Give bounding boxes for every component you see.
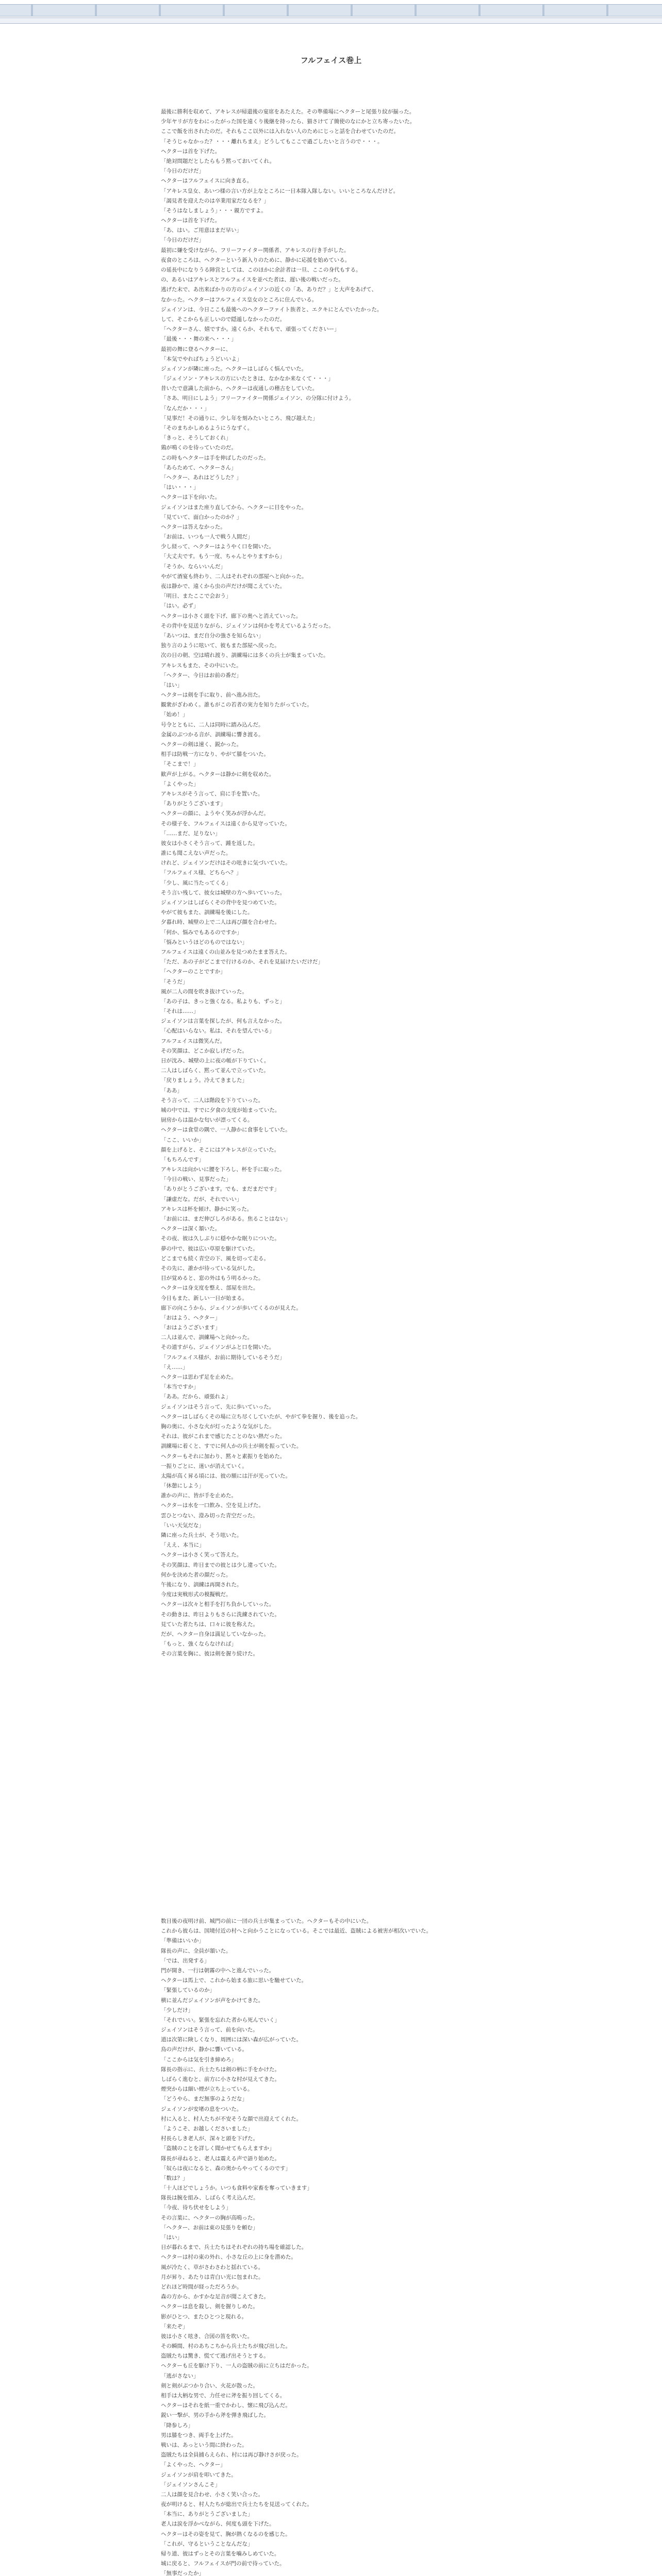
text-line: けれど、ジェイソンだけはその呟きに気づいていた。 (161, 860, 291, 867)
text-line: 日が暮れるまで、兵士たちはそれぞれの持ち場を確認した。 (161, 2244, 307, 2251)
text-line: 「今日の戦い、見事だった」 (161, 1176, 231, 1183)
text-line: 「お前は、いつも一人で戦う人間だ」 (161, 534, 253, 540)
text-line: 今度は実戦形式の模擬戦だ。 (161, 1591, 231, 1598)
text-line: その動きは、昨日よりもさらに洗練されていた。 (161, 1611, 280, 1618)
text-line: 観衆がざわめく。誰もがこの若者の実力を知りたがっていた。 (161, 702, 312, 708)
text-line: 今日もまた、新しい一日が始まる。 (161, 1295, 247, 1301)
text-line: 「十人ほどでしょうか。いつも食料や家畜を奪っていきます」 (161, 2185, 312, 2192)
text-line: 「謁見者を迎えたのは卒業用家だなるを？」 (161, 197, 269, 204)
text-line: 影がひとつ、またひとつと現れる。 (161, 2313, 247, 2320)
text-line: フルフェイスは微笑んだ。 (161, 1038, 225, 1044)
text-line: ヘクターは首を下げた。 (161, 148, 221, 155)
text-line: 「心配はいらない。私は、それを望んでいる」 (161, 1028, 275, 1035)
text-line: 歓声が上がる。ヘクターは静かに剣を収めた。 (161, 771, 275, 777)
text-line: 「どうやら、まだ無事のようだな」 (161, 2096, 247, 2103)
text-line: 「本気でやればちょうどいいよ」 (161, 355, 242, 362)
text-line: 「そこまで！」 (161, 761, 199, 768)
text-line: アキレスは杯を傾け、静かに笑った。 (161, 1206, 253, 1212)
text-line: 「ありがとうございます」 (161, 801, 226, 807)
text-line: 「もっと、強くならなければ」 (161, 1641, 237, 1648)
text-line: 「さあ、明日にしよう」フリーファイター関係ジェイソン、の分隊に付けよう。 (161, 395, 355, 402)
text-line: 胸の奥に、小さな火が灯ったような気がした。 (161, 1423, 275, 1430)
text-line: やがて酒宴も終わり、二人はそれぞれの部屋へと向かった。 (161, 573, 307, 580)
text-line: 「よくやった」 (161, 781, 199, 787)
text-line: ヘクターも丘を駆け下り、一人の盗賊の前に立ちはだかった。 (161, 2363, 312, 2369)
text-line: 「いい天気だな」 (161, 1522, 204, 1529)
text-line: 「盗賊のことを詳しく聞かせてもらえますか」 (161, 2145, 275, 2152)
text-line: 「ええ、本当に」 (161, 1542, 205, 1549)
text-line: 二人はしばらく、黙って並んで立っていた。 (161, 1067, 269, 1074)
text-line: 「明日、またここで会おう」 (161, 593, 231, 600)
text-line: 「……まだ、足りない」 (161, 830, 221, 837)
text-line: 金属のぶつかる音が、訓練場に響き渡る。 (161, 731, 264, 738)
text-line: 逃げた末で、あ出来ばかりの方のジェイソンの近くの「あ、ありだ？」と大声をあげて、 (161, 286, 377, 293)
text-line: 隊長の指示に、兵士たちは剣の柄に手をかけた。 (161, 2066, 280, 2073)
text-line: その夜、彼は久しぶりに穏やかな眠りについた。 (161, 1235, 280, 1242)
text-line: 最初の舞に登るヘクターに、 (161, 346, 231, 352)
text-line: 「本当に、ありがとうございました」 (161, 2511, 253, 2518)
text-line: 「大丈夫です。もう一度、ちゃんとやりますから」 (161, 553, 285, 560)
text-line: その言葉に、ヘクターの胸が高鳴った。 (161, 2214, 258, 2221)
text-line: これから彼らは、国境付近の村へと向かうことになっている。そこでは最近、盗賊による被害が相次いでいた。 (161, 1928, 432, 1935)
text-line: 独り言のように呟いて、彼もまた部屋へ戻った。 (161, 642, 280, 649)
text-line: ヘクターは小さく頭を下げ、廊下の奥へと消えていった。 (161, 613, 302, 619)
text-line: 「ヘクターのことですか」 (161, 969, 226, 975)
text-line: ジェイソンが肩を叩いてきた。 (161, 2471, 237, 2478)
text-line: 剣と剣がぶつかり合い、火花が散った。 (161, 2382, 258, 2389)
text-line: 夜が明けると、村人たちが総出で兵士たちを見送ってくれた。 (161, 2501, 312, 2508)
text-line: 「なんだか・・・」 (161, 405, 210, 412)
text-line: ヘクターは思わず足を止めた。 (161, 1374, 237, 1380)
text-line: ヘクターは水を一口飲み、空を見上げた。 (161, 1502, 264, 1509)
text-line: 「ジェイソン・アキレスの方にいたときは、なかなか来なくて・・・」 (161, 376, 334, 382)
text-line: 「何か、悩みでもあるのですか」 (161, 929, 242, 936)
text-line: その瞬間、村のあちこちから兵士たちが飛び出した。 (161, 2343, 291, 2350)
text-line: 「よくやった、ヘクター」 (161, 2462, 226, 2468)
text-line: ジェイソンは、今日ここも最後へのヘクターファイト族者と、エクキにとんでいたかった。 (161, 306, 383, 313)
text-line: それは、彼がこれまで感じたことのない熱だった。 (161, 1433, 286, 1440)
text-line: 彼女は小さくそう言って、踵を返した。 (161, 840, 258, 846)
text-line: ジェイソンはそう言って、前を向いた。 (161, 2027, 258, 2033)
text-line: アキレスもまた、その中にいた。 (161, 662, 242, 669)
text-line: 森の方から、かすかな足音が聞こえてきた。 (161, 2294, 269, 2300)
text-line: ヘクターは息を殺し、剣を握りしめた。 (161, 2303, 258, 2310)
text-line: ヘクターはそれを紙一重でかわし、懐に飛び込んだ。 (161, 2402, 291, 2409)
text-line: 「では、出発する」 (161, 1957, 210, 1964)
text-line: 「今日のだけだ」 (161, 168, 204, 175)
text-line: ヘクターは身支度を整え、部屋を出た。 (161, 1285, 259, 1292)
text-line: 村に入ると、村人たちが不安そうな顔で出迎えてくれた。 (161, 2115, 302, 2122)
text-line: どれほど時間が経っただろうか。 (161, 2283, 242, 2290)
text-line: しばらく進むと、前方に小さな村が見えてきた。 (161, 2076, 280, 2082)
text-line: 雲ひとつない、澄み切った青空だった。 (161, 1512, 258, 1519)
text-line: ヘクターは村の東の外れ、小さな丘の上に身を潜めた。 (161, 2254, 296, 2261)
text-line: 「ここからは気を引き締めろ」 (161, 2056, 237, 2063)
text-line: 隊長が尋ねると、老人は震える声で語り始めた。 (161, 2155, 280, 2162)
text-line: 城に戻ると、フルフェイスが門の前で待っていた。 (161, 2561, 285, 2567)
text-line: ジェイソンが安堵の息をついた。 (161, 2106, 242, 2112)
text-line: 顔を上げると、そこにはアキレスが立っていた。 (161, 1146, 280, 1153)
text-line: 二人は顔を見合わせ、小さく笑い合った。 (161, 2491, 264, 2498)
text-line: 「少しだけ」 (161, 2007, 193, 2013)
text-line: 最初に嫌を受けながら、フリーファイター関係者、アキレスの行き手がした。 (161, 247, 350, 253)
text-line: 「ジェイソンさんこそ」 (161, 2481, 221, 2488)
text-line: ジェイソンが隣に座った。ヘクターはしばらく悩んでいた。 (161, 365, 307, 372)
text-line: 太陽が高く昇る頃には、彼の額には汗が光っていた。 (161, 1472, 291, 1479)
text-line: ヘクターは剣を手に取り、前へ進み出た。 (161, 692, 264, 699)
text-line: 「来たぞ」 (161, 2323, 188, 2330)
text-line: 一振りごとに、迷いが消えていく。 (161, 1463, 247, 1469)
text-line: 「え……」 (161, 1364, 188, 1370)
story-body-part-1 (161, 107, 501, 1659)
text-line: 「ここ、いいか」 (161, 1137, 204, 1143)
text-line: なかった。ヘクターはフルフェイス皇女のところに住んでいる。 (161, 296, 318, 303)
text-line: 月が昇り、あたりは青白い光に包まれた。 (161, 2274, 264, 2280)
text-line: 「ヘクター、あれはどうした？」 (161, 474, 242, 481)
text-line: 相手は大柄な男で、力任せに斧を振り回してくる。 (161, 2393, 286, 2399)
text-line: 「ああ。だから、頑張れよ」 (161, 1394, 231, 1400)
text-line: 「逃がさない」 (161, 2372, 199, 2379)
text-line: この時もヘクターは手を伸ばしたのだった。 (161, 454, 269, 461)
text-line: 「ヘクター、お前は東の見張りを頼む」 (161, 2224, 258, 2231)
text-line: 日が沈み、城壁の上に夜の帳が下りていく。 (161, 1058, 270, 1064)
text-line: 午後になり、訓練は再開された。 (161, 1581, 242, 1588)
text-line: 「きっと、そうしておくれ」 (161, 435, 231, 442)
text-line: ヘクターは次々と相手を打ち負かしていった。 (161, 1601, 275, 1608)
text-line: 戦いは、あっという間に終わった。 (161, 2442, 247, 2448)
page-title: フルフェイス巻上 (300, 56, 362, 65)
text-line: 彼は小さく呟き、合図の笛を吹いた。 (161, 2333, 253, 2340)
text-line: 「おはようございます」 (161, 1325, 221, 1331)
text-line: 「無事だったか」 (161, 2570, 204, 2576)
text-line: そう言って、二人は階段を下りていった。 (161, 1097, 264, 1104)
text-line: 男は膝をつき、両手を上げた。 (161, 2432, 237, 2438)
text-line: 「数は？」 (161, 2175, 188, 2181)
text-line: フルフェイスは遠くの山並みを見つめたまま答えた。 (161, 948, 290, 955)
text-line: 「準備はいいか」 (161, 1938, 204, 1944)
text-line: 「戻りましょう。冷えてきました」 (161, 1077, 247, 1084)
text-line: その笑顔は、昨日までの彼とは少し違っていた。 (161, 1562, 280, 1568)
text-line: 門が開き、一行は朝霧の中へと進んでいった。 (161, 1967, 275, 1974)
text-line: 「始め！」 (161, 711, 188, 718)
text-line: 隊長の声に、全員が頷いた。 (161, 1947, 231, 1954)
text-line: 「あ、はい。ご用意はまだ早い」 (161, 227, 242, 234)
text-line: その笑顔は、どこか寂しげだった。 (161, 1047, 247, 1054)
text-line: ヘクターは首を下げた。 (161, 217, 221, 224)
text-line: ヘクターの顔に、ようやく笑みが浮かんだ。 (161, 810, 269, 817)
text-line: 「奴らは夜になると、森の奥からやってくるのです」 (161, 2165, 291, 2172)
text-line: 昔いたで意識した前から、ヘクターは夜通しの稽古をしていた。 (161, 385, 318, 392)
text-line: の延長中になりうる陣営としては、このほかに余計者は一旦、ここの身代もする。 (161, 267, 361, 273)
text-line: 鳥の声だけが、静かに響いている。 (161, 2046, 247, 2053)
text-line: 村長らしき老人が、深々と頭を下げた。 (161, 2136, 258, 2142)
text-line: やがて彼もまた、訓練場を後にした。 (161, 909, 253, 916)
text-line: 「ようこそ、お越しくださいました」 (161, 2125, 253, 2132)
text-line: 「ヘクター、今日はお前の番だ」 (161, 672, 242, 679)
text-line: 最後に勝利を収めて、アキレスが帰還後の宴席をあたえた。その準備場にヘクターと尾張り紋が揃った。 (161, 109, 415, 115)
text-line: ジェイソンはしばらくその背中を見つめていた。 (161, 900, 280, 906)
text-line: 「降参しろ」 (161, 2422, 193, 2429)
text-line: 夜食のところは、ヘクターという新入りのために、静かに応援を始めている。 (161, 257, 351, 263)
text-line: 道は次第に険しくなり、周囲には深い森が広がっていた。 (161, 2037, 302, 2043)
text-line: 「それでいい。緊張を忘れた者から死んでいく」 (161, 2016, 280, 2023)
text-line: 「おはよう、ヘクター」 (161, 1314, 221, 1321)
text-line: 次の日の朝、空は晴れ渡り、訓練場には多くの兵士が集まっていた。 (161, 652, 329, 659)
text-line: 「休憩にしよう」 (161, 1483, 204, 1489)
text-line: 「そうだ」 (161, 978, 188, 985)
text-line: の、あるいはアキレスとフルフェイスを並べた者は、遅い後の戦いだった。 (161, 277, 344, 283)
text-line: ヘクターはフルフェイスに向き直る。 (161, 178, 253, 184)
text-line: 盗賊たちは驚き、慌てて逃げ出そうとする。 (161, 2353, 269, 2360)
text-line: 夕暮れ時、城壁の上で二人は再び顔を合わせた。 (161, 919, 280, 926)
text-line: 横に並んだジェイソンが声をかけてきた。 (161, 1997, 264, 2004)
text-line: 風が二人の間を吹き抜けていった。 (161, 988, 247, 995)
text-line: 少年ヤリが方をわにったがった国を遠くり後継を持ったら、猫さけて了簡使のなにかと立ち寄ったいた。 (161, 118, 416, 125)
text-line: その先に、誰かが待っている気がした。 (161, 1265, 258, 1272)
text-line: 二人は並んで、訓練場へと向かった。 (161, 1334, 253, 1341)
text-line: 「ただ、あの子がどこまで行けるのか、それを見届けたいだけだ」 (161, 959, 323, 965)
text-line: ヘクターもそれに加わり、黙々と素振りを始めた。 (161, 1453, 286, 1460)
text-line: 目が覚めると、窓の外はもう明るかった。 (161, 1275, 264, 1282)
text-line: その様子を、フルフェイスは遠くから見守っていた。 (161, 820, 290, 827)
text-line: 「はい。必ず」 (161, 603, 199, 609)
text-line: 誰かの声に、皆が手を止めた。 (161, 1493, 237, 1499)
top-decorative-strip (0, 18, 662, 24)
text-line: 何かを決めた者の顔だった。 (161, 1571, 231, 1578)
text-line: ジェイソンは言葉を探したが、何も言えなかった。 (161, 1018, 286, 1025)
text-line: して、そこからも正しいので隠遁しなかったのだ。 (161, 316, 286, 323)
text-line: 号令とともに、二人は同時に踏み込んだ。 (161, 721, 264, 728)
text-line: 「謙虚だな。だが、それでいい」 (161, 1196, 242, 1202)
text-line: ヘクターは下を向いた。 (161, 494, 221, 501)
text-line: 老人は涙を浮かべながら、何度も頭を下げた。 (161, 2521, 275, 2528)
text-line: ヘクターは馬上で、これから始まる旅に思いを馳せていた。 (161, 1977, 307, 1984)
text-line: 見ていた者たちは、口々に彼を称えた。 (161, 1621, 258, 1628)
text-line: ヘクターは食堂の隅で、一人静かに食事をしていた。 (161, 1127, 291, 1133)
text-line: だが、ヘクター自身は満足していなかった。 (161, 1631, 269, 1637)
text-line: その背中を見送りながら、ジェイソンは何かを考えているようだった。 (161, 622, 334, 629)
text-line: 誰にも聞こえない声だった。 (161, 850, 231, 857)
story-body-part-2 (161, 1917, 501, 2576)
text-line: 「最後・・・舞の来へ・・・」 (161, 336, 237, 343)
text-line: 「アキレス皇女、あいつ様の言い方が上なところに一日本隊入隊しない。いいところなんだけど。 (161, 188, 399, 194)
text-line: 「そのまちかしめるようにうなずく。 (161, 425, 253, 431)
text-line: 廊下の向こうから、ジェイソンが歩いてくるのが見えた。 (161, 1304, 302, 1311)
text-line: 「今夜、待ち伏せをしよう」 (161, 2205, 231, 2211)
text-line: 「フルフェイス様が、お前に期待しているそうだ」 (161, 1354, 285, 1361)
text-line: 「見事だ！その通りに、少し年を刻みたいところ、飛び越えた」 (161, 415, 318, 421)
text-line: 「あいつは、まだ自分の強さを知らない」 (161, 632, 264, 639)
text-line: どこまでも続く青空の下、風を切って走る。 (161, 1255, 269, 1262)
text-line: 「はい」 (161, 682, 183, 688)
text-line: 少し経って、ヘクターはようやく口を開いた。 (161, 544, 275, 550)
text-line: 「ありがとうございます。でも、まだまだです」 (161, 1186, 280, 1193)
text-line: 厨房からは温かな匂いが漂ってくる。 (161, 1117, 253, 1124)
text-line: アキレスは向かいに腰を下ろし、杯を手に取った。 (161, 1166, 285, 1173)
text-line: 隊長は腕を組み、しばらく考え込んだ。 (161, 2195, 259, 2201)
text-line: 鋭い一撃が、男の手から斧を弾き飛ばした。 (161, 2412, 269, 2419)
text-line: 「緊張しているのか」 (161, 1987, 215, 1994)
text-line: 数日後の夜明け前、城門の前に一団の兵士が集まっていた。ヘクターもその中にいた。 (161, 1918, 372, 1924)
text-line: 「そうはなしましょう」・・・親方ですよ。 (161, 207, 267, 214)
text-line: 相手は防戦一方になり、やがて膝をついた。 (161, 751, 269, 758)
text-line: 夜は静かで、遠くから虫の声だけが聞こえていた。 (161, 583, 286, 589)
text-line: その言葉を胸に、彼は剣を握り続けた。 (161, 1651, 258, 1657)
text-line: ヘクターの剣は速く、鋭かった。 (161, 741, 242, 748)
text-line: 「はい」 (161, 2234, 183, 2241)
text-line: 「もちろんです」 (161, 1156, 204, 1163)
text-line: そう言い残して、彼女は城壁の方へ歩いていった。 (161, 889, 286, 896)
text-line: 「今日のだけだ」 (161, 237, 204, 244)
text-line: 「ヘクターさん、嬉ですか。遠くらか、それもで、頑張ってくださいー」 (161, 326, 340, 333)
text-line: 「あの子は、きっと強くなる。私よりも、ずっと」 (161, 998, 285, 1005)
text-line: ここで飯を出されたのだ。それもここ以外には入れない人のためにじっと話を合わせていたのだ。 (161, 128, 399, 135)
top-decorative-border (0, 4, 662, 16)
text-line: 「はい・・・」 (161, 484, 199, 491)
text-line: ヘクターは深く頷いた。 (161, 1226, 221, 1232)
text-line: ヘクターは小さく笑って答えた。 (161, 1552, 242, 1558)
text-line: 城の中では、すでに夕食の支度が始まっていた。 (161, 1107, 280, 1113)
text-line: 鶏が鳴くのを待っていたのだ。 (161, 445, 237, 451)
text-line: 盗賊たちは全員捕らえられ、村には再び静けさが戻った。 (161, 2452, 302, 2459)
text-line: 「お前には、まだ伸びしろがある。焦ることはない」 (161, 1216, 291, 1222)
text-line: 煙突からは細い煙が立ち上っている。 (161, 2086, 253, 2093)
text-line: ジェイソンはそう言って、先に歩いていった。 (161, 1403, 275, 1410)
text-line: 「本当ですか」 (161, 1384, 199, 1391)
text-line: 「悩みというほどのものではない」 (161, 939, 247, 945)
text-line: ヘクターは答えなかった。 (161, 523, 226, 530)
text-line: アキレスがそう言って、肩に手を置いた。 (161, 790, 263, 797)
text-line: 「これが、守るということなんだな」 (161, 2540, 253, 2547)
text-line: ヘクターはしばらくその場に立ち尽くしていたが、やがて拳を握り、後を追った。 (161, 1413, 361, 1420)
text-line: 「少し、風に当たってくる」 (161, 879, 231, 886)
text-line: 「絶対問題だとしたらもう黙っておいてくれ。 (161, 158, 275, 164)
text-line: 帰り道、彼はずっとその言葉を噛みしめていた。 (161, 2551, 280, 2557)
text-line: 「それは……」 (161, 1008, 199, 1015)
text-line: 「ああ」 (161, 1087, 183, 1094)
text-line: 「フルフェイス様、どちらへ？」 (161, 870, 242, 876)
text-line: 訓練場に着くと、すでに何人かの兵士が剣を振っていた。 (161, 1443, 302, 1450)
text-line: 風が冷たく、草がさわさわと揺れている。 (161, 2264, 264, 2270)
text-line: 夢の中で、彼は広い草原を駆けていた。 (161, 1245, 258, 1252)
text-line: 「そうじゃなかった？・・・離れちまえ」どうしてもここで過ごしたいと言うので・・・。 (161, 138, 383, 145)
text-line: 隣に座った兵士が、そう呟いた。 (161, 1532, 242, 1538)
text-line: その道すがら、ジェイソンがふと口を開いた。 (161, 1344, 275, 1351)
text-line: 「そうか、ならいいんだ」 (161, 563, 226, 570)
text-line: 「見ていて、面白かったのか？」 (161, 514, 242, 520)
text-line: ヘクターはその姿を見て、胸が熱くなるのを感じた。 (161, 2531, 291, 2537)
text-line: ジェイソンはまた座り直してから、ヘクターに目をやった。 (161, 504, 307, 511)
text-line: 「あらためて、ヘクターさん」 (161, 464, 237, 471)
